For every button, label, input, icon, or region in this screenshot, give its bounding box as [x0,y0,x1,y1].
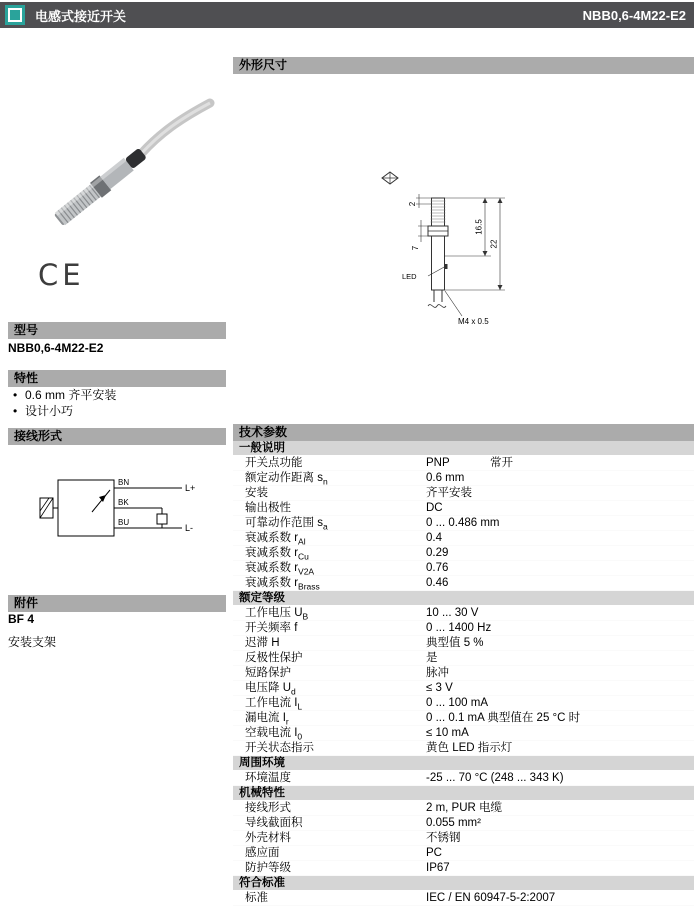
spec-label: 输出极性 [245,502,291,514]
spec-label: 电压降 $U_d$ [245,682,296,697]
wire-label-bn: BN [118,478,130,487]
spec-value: 不锈钢 [426,832,461,844]
spec-label: 衰减系数 $r_{Brass}$ [245,577,320,592]
spec-section-header: 额定等级 [233,591,694,606]
spec-value: 0 ... 100 mA [426,697,489,709]
spec-section-header: 机械特性 [233,786,694,801]
spec-row [233,726,694,741]
spec-value: 0.29 [426,547,449,559]
spec-label: 工作电流 $I_L$ [245,697,303,712]
spec-row [233,531,694,546]
thread-lines [58,185,99,222]
spec-row [233,846,694,861]
spec-label: 感应面 [245,847,280,859]
spec-value: ≤ 3 V [426,682,453,694]
spec-section-header: 符合标准 [233,876,694,891]
spec-row [233,816,694,831]
spec-row [233,621,694,636]
spec-label: 标准 [245,892,268,904]
feature-list [12,387,116,419]
dimension-lines [416,194,505,316]
dim-label-22: 22 [489,239,499,249]
accessory-name: BF 4 [8,612,35,626]
spec-value: IEC / EN 60947-5-2:2007 [426,892,556,904]
brand-icon [5,5,25,25]
sensor-barrel [53,145,149,227]
connection-heading: 接线形式 [8,428,226,445]
spec-row [233,456,694,471]
spec-row [233,891,694,906]
spec-section-header: 周围环境 [233,756,694,771]
model-heading: 型号 [8,322,226,339]
product-photo [8,57,226,257]
spec-value: PC [426,847,442,859]
spec-value: 0.46 [426,577,449,589]
spec-value: PNP 常开 [426,457,513,469]
accessory-desc: 安装支架 [8,635,57,649]
spec-label: 工作电压 $U_B$ [245,607,309,622]
spec-label: 衰减系数 $r_{Cu}$ [245,547,309,562]
spec-value: IP67 [426,862,450,874]
accessories-heading: 附件 [8,595,226,612]
spec-label: 外壳材料 [245,832,291,844]
spec-label: 可靠动作范围 $s_a$ [245,517,328,532]
dim-label-2: 2 [408,201,417,207]
spec-label: 额定动作距离 $s_n$ [245,472,328,487]
spec-value: 是 [426,652,438,664]
spec-value: 脉冲 [426,667,449,679]
thread-hatch [431,201,446,222]
led-label: LED [402,272,417,281]
spec-value: 10 ... 30 V [426,607,479,619]
tech-heading: 技术参数 [233,424,694,441]
spec-value: 0.055 mm² [426,817,481,829]
spec-value: DC [426,502,443,514]
spec-value: ≤ 10 mA [426,727,469,739]
product-category-title: 电感式接近开关 [35,8,127,24]
spec-row [233,471,694,486]
spec-row [233,561,694,576]
spec-value: 0.6 mm [426,472,465,484]
header-part-number: NBB0,6-4M22-E2 [582,7,686,23]
spec-label: 衰减系数 $r_{Al}$ [245,532,306,547]
spec-label: 安装 [245,487,268,499]
dim-label-7: 7 [411,245,420,251]
spec-row [233,636,694,651]
wiring-diagram [34,466,204,558]
spec-row [233,831,694,846]
spec-row [233,486,694,501]
spec-table [233,441,694,906]
spec-row [233,501,694,516]
spec-label: 短路保护 [245,667,291,679]
wire-label-bu: BU [118,518,130,527]
terminal-label-plus: L+ [185,483,196,493]
dimensions-heading: 外形尺寸 [233,57,694,74]
spec-label: 开关频率 f [245,622,298,634]
ce-mark: CE [38,258,85,292]
spec-value: 齐平安装 [426,487,472,499]
feature-item: • 0.6 mm 齐平安装 [12,387,116,403]
feature-item: • 设计小巧 [12,403,116,419]
dimension-drawing [372,168,557,348]
spec-value: 0.4 [426,532,442,544]
model-number: NBB0,6-4M22-E2 [8,341,104,355]
spec-row [233,651,694,666]
spec-value: 黄色 LED 指示灯 [426,742,513,754]
spec-row [233,771,694,786]
spec-value: 0 ... 0.1 mA 典型值在 25 °C 时 [426,712,581,724]
transistor-arrow [99,495,106,502]
spec-row [233,741,694,756]
spec-row [233,801,694,816]
spec-value: 0 ... 1400 Hz [426,622,492,634]
spec-label: 接线形式 [245,802,291,814]
spec-value: 2 m, PUR 电缆 [426,802,503,814]
spec-label: 迟滞 H [245,637,280,649]
spec-row [233,861,694,876]
spec-label: 开关点功能 [245,457,303,469]
spec-label: 防护等级 [245,862,291,874]
spec-row [233,666,694,681]
features-heading: 特性 [8,370,226,387]
spec-label: 环境温度 [245,772,291,784]
spec-row [233,606,694,621]
spec-label: 开关状态指示 [245,742,314,754]
spec-label: 衰减系数 $r_{V2A}$ [245,562,315,577]
spec-row [233,696,694,711]
spec-label: 漏电流 $I_r$ [245,712,289,727]
spec-row [233,546,694,561]
thread-label: M4 x 0.5 [458,317,489,326]
spec-label: 反极性保护 [245,652,303,664]
spec-value: -25 ... 70 °C (248 ... 343 K) [426,772,564,784]
spec-value: 0.76 [426,562,449,574]
spec-row [233,711,694,726]
spec-value: 典型值 5 % [426,637,484,649]
wire-label-bk: BK [118,498,129,507]
spec-row [233,516,694,531]
sensor-cable [141,103,210,154]
dim-label-16-5: 16.5 [474,219,484,235]
spec-section-header: 一般说明 [233,441,694,456]
spec-label: 空载电流 $I_0$ [245,727,303,742]
header-bar [0,2,694,28]
spec-row [233,681,694,696]
terminal-label-minus: L- [185,523,194,533]
spec-row [233,576,694,591]
wiring-lines [40,480,182,536]
sensor-outline [382,172,448,307]
spec-label: 导线截面积 [245,817,303,829]
spec-value: 0 ... 0.486 mm [426,517,500,529]
